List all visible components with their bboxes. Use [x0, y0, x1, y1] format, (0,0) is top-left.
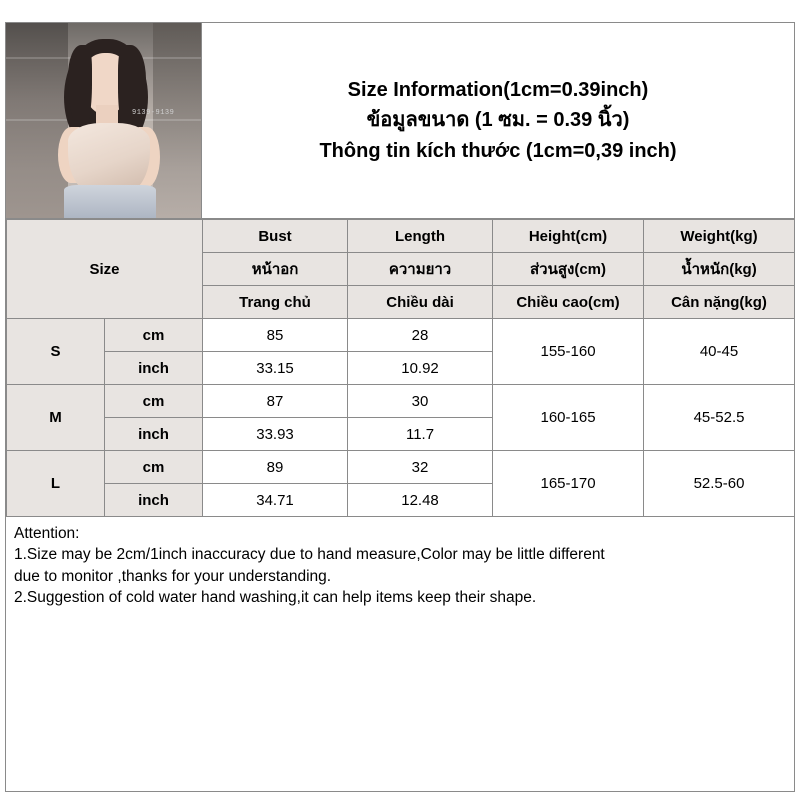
table-header-row-en — [7, 220, 795, 253]
title-line-th: ข้อมูลขนาด (1 ซม. = 0.39 นิ้ว) — [366, 109, 630, 132]
header-bust-vi: Trang chủ — [203, 286, 348, 319]
cell-l-bust-inch: 34.71 — [203, 484, 348, 517]
cell-s-bust-cm: 85 — [203, 319, 348, 352]
row-unit-cm: cm — [105, 451, 203, 484]
attention-block — [6, 517, 794, 791]
cell-l-weight: 52.5-60 — [644, 451, 795, 517]
header-height-vi: Chiều cao(cm) — [493, 286, 644, 319]
cell-s-length-cm: 28 — [348, 319, 493, 352]
header-weight-vi: Cân nặng(kg) — [644, 286, 795, 319]
cell-s-weight: 40-45 — [644, 319, 795, 385]
cell-m-weight: 45-52.5 — [644, 385, 795, 451]
row-size-m: M — [7, 385, 105, 451]
chart-title-block — [202, 23, 794, 218]
row-unit-cm: cm — [105, 319, 203, 352]
row-size-s: S — [7, 319, 105, 385]
chart-header — [6, 23, 794, 219]
cell-l-bust-cm: 89 — [203, 451, 348, 484]
product-photo — [6, 23, 202, 218]
header-height-en: Height(cm) — [493, 220, 644, 253]
table-row — [7, 451, 795, 484]
title-line-vi: Thông tin kích thước (1cm=0,39 inch) — [319, 139, 677, 162]
photo-tag-text: 9139-9139 — [132, 109, 175, 117]
table-row — [7, 319, 795, 352]
cell-l-length-cm: 32 — [348, 451, 493, 484]
cell-s-height: 155-160 — [493, 319, 644, 385]
attention-line-3: 2.Suggestion of cold water hand washing,it can help items keep their shape. — [14, 589, 537, 607]
model-jeans — [64, 185, 156, 218]
header-length-vi: Chiều dài — [348, 286, 493, 319]
attention-heading: Attention: — [14, 525, 80, 542]
header-weight-en: Weight(kg) — [644, 220, 795, 253]
header-height-th: ส่วนสูง(cm) — [493, 253, 644, 286]
row-unit-cm: cm — [105, 385, 203, 418]
header-weight-th: น้ำหนัก(kg) — [644, 253, 795, 286]
row-unit-inch: inch — [105, 484, 203, 517]
product-garment — [68, 123, 150, 193]
attention-line-1: 1.Size may be 2cm/1inch inaccuracy due to hand measure,Color may be little different — [14, 546, 605, 564]
row-size-l: L — [7, 451, 105, 517]
cell-m-bust-cm: 87 — [203, 385, 348, 418]
measurements-table — [6, 219, 795, 517]
title-line-en: Size Information(1cm=0.39inch) — [347, 78, 649, 101]
header-bust-th: หน้าอก — [203, 253, 348, 286]
attention-line-2: due to monitor ,thanks for your understanding. — [14, 567, 332, 585]
cell-s-bust-inch: 33.15 — [203, 352, 348, 385]
cell-s-length-inch: 10.92 — [348, 352, 493, 385]
row-unit-inch: inch — [105, 352, 203, 385]
cell-m-bust-inch: 33.93 — [203, 418, 348, 451]
table-row — [7, 385, 795, 418]
row-unit-inch: inch — [105, 418, 203, 451]
cell-m-length-inch: 11.7 — [348, 418, 493, 451]
header-size-label: Size — [7, 220, 203, 319]
header-bust-en: Bust — [203, 220, 348, 253]
cell-l-height: 165-170 — [493, 451, 644, 517]
size-chart — [5, 22, 795, 792]
header-length-en: Length — [348, 220, 493, 253]
header-length-th: ความยาว — [348, 253, 493, 286]
cell-m-length-cm: 30 — [348, 385, 493, 418]
cell-m-height: 160-165 — [493, 385, 644, 451]
cell-l-length-inch: 12.48 — [348, 484, 493, 517]
